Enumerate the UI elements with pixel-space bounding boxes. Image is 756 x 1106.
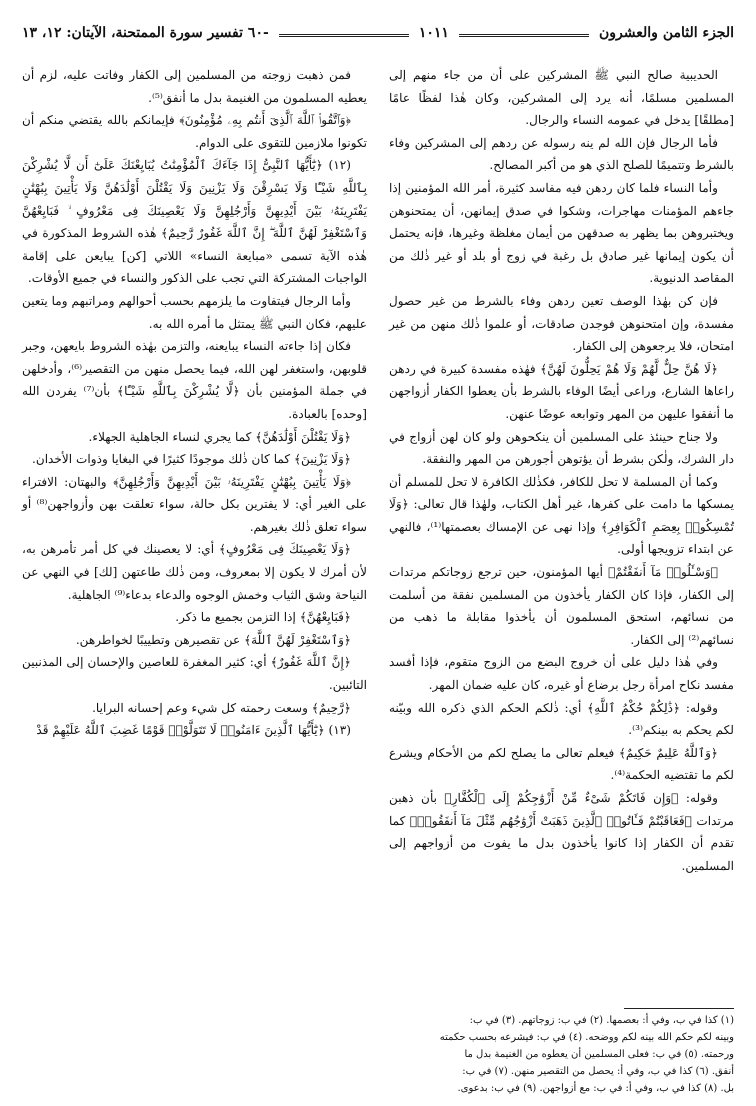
paragraph: ﴿وَٱسْتَغْفِرْ لَهُنَّ ٱللَّهَ﴾ عن تقصيرهن وتطييبًا لخواطرهن. (75, 632, 351, 647)
paragraph: (١٣) ﴿يَٰٓأَيُّهَا ٱلَّذِينَ ءَامَنُوا۟ لَا تَتَوَلَّوْا۟ قَوْمًا غَضِبَ ٱللَّهُ عَلَيْهِمْ قَدْ (36, 723, 351, 738)
paragraph: فإن كن بهٰذا الوصف تعين ردهن وفاء بالشرط من غير حصول مفسدة، وإن امتحنوهن فوجدن صادقات، أو علموا ذٰلك منهن من غير امتحان، فلا يرجعوهن إلى الكفار. (389, 293, 734, 354)
page (22, 18, 734, 1093)
running-header (22, 18, 734, 48)
paragraph: ﴿وَٱللَّهُ عَلِيمٌ حَكِيمٌ﴾ فيعلم تعالى ما يصلح لكم من الأحكام ويشرع لكم ما تقتضيه الحكمة⁽⁴⁾. (389, 745, 734, 783)
paragraph: ﴿وَسْـَٔلُوا۟ مَآ أَنفَقْتُمْ﴾ أيها المؤمنون، حين ترجع زوجاتكم مرتدات إلى الكفار، فإذا كان الكفار يأخذون من المسلمين نفقة من أسلمت من نسائهم، استحق المسلمون أن يأخذوا مقابلة ما ذهب من نسائهم⁽²⁾ إلى الكفار. (389, 565, 734, 647)
footnote-rule (624, 1008, 734, 1009)
paragraph: ﴿فَبَايِعْهُنَّ﴾ إذا التزمن بجميع ما ذكر. (175, 610, 351, 625)
page-number: ١٠١١ (418, 25, 449, 41)
text-columns (22, 64, 734, 877)
paragraph: ﴿وَلَا يَقْتُلْنَ أَوْلَٰدَهُنَّ﴾ كما يجري لنساء الجاهلية الجهلاء. (88, 429, 351, 444)
paragraph: وكما أن المسلمة لا تحل للكافر، فكذٰلك الكافرة لا تحل للمسلم أن يمسكها ما دامت على كفرها، غير أهل الكتاب، ولهٰذا قال تعالى: ﴿وَلَا تُمْسِكُوا۟ بِعِصَمِ ٱلْكَوَافِرِ﴾ وإذا نهى عن الإمساك بعصمتها⁽¹⁾، فالنهي عن ابتداء تزويجها أولى. (389, 474, 734, 557)
paragraph: فمن ذهبت زوجته من المسلمين إلى الكفار وفاتت عليه، لزم أن يعطيه المسلمون من الغنيمة بدل ما أنفق⁽⁵⁾. (22, 68, 367, 105)
paragraph: (١٢) ﴿يَٰٓأَيُّهَا ٱلنَّبِىُّ إِذَا جَآءَكَ ٱلْمُؤْمِنَٰتُ يُبَايِعْنَكَ عَلَىٰٓ أَن لَّا يُشْرِكْنَ بِٱللَّهِ شَيْـًٔا وَلَا يَسْرِقْنَ وَلَا يَزْنِينَ وَلَا يَقْتُلْنَ أَوْلَٰدَهُنَّ وَلَا يَأْتِينَ بِبُهْتَٰنٍ يَفْتَرِينَهُۥ بَيْنَ أَيْدِيهِنَّ وَأَرْجُلِهِنَّ وَلَا يَعْصِينَكَ فِى مَعْرُوفٍ ۙ فَبَايِعْهُنَّ وَٱسْتَغْفِرْ لَهُنَّ ٱللَّهَ ۖ إِنَّ ٱللَّهَ غَفُورٌ رَّحِيمٌ﴾ هٰذه الشروط المذكورة في هٰذه الآية تسمى «مبايعة النساء» اللاتي [كن] يبايعن على إقامة الواجبات المشتركة التي تجب على الذكور والنساء في جميع الأوقات. (22, 158, 367, 286)
paragraph: فأما الرجال فإن الله لم ينه رسوله عن ردهم إلى المشركين وفاء بالشرط وتتميمًا للصلح الذي هو من أكبر المصالح. (389, 135, 734, 173)
paragraph: ﴿إِنَّ ٱللَّهَ غَفُورٌ﴾ أي: كثير المغفرة للعاصين والإحسان إلى المذنبين التائبين. (22, 655, 367, 693)
paragraph: ﴿وَلَا يَزْنِينَ﴾ كما كان ذٰلك موجودًا كثيرًا في البغايا وذوات الأخدان. (31, 452, 351, 467)
footnote-line: ورحمته. (٥) في ب: فعلى المسلمين أن يعطوه من الغنيمة بدل ما (464, 1049, 734, 1060)
paragraph: وقوله: ﴿وَإِن فَاتَكُمْ شَىْءٌ مِّنْ أَزْوَٰجِكُمْ إِلَى ٱلْكُفَّارِ﴾ بأن ذهبن مرتدات ﴿فَعَاقَبْتُمْ فَـَٔاتُوا۟ ٱلَّذِينَ ذَهَبَتْ أَزْوَٰجُهُم مِّثْلَ مَآ أَنفَقُوا۟﴾ كما تقدم أن الكفار إذا كانوا يأخذون بدل ما يفوت من أزواجهم إلى المسلمين. (389, 791, 734, 873)
header-rule (459, 30, 589, 37)
footnote-line: وبينه لكم حكم الله بينه لكم ووضحه. (٤) في ب: فيشرعه بحسب حكمته (439, 1032, 734, 1043)
paragraph: ﴿لَا هُنَّ حِلٌّ لَّهُمْ وَلَا هُمْ يَحِلُّونَ لَهُنَّ﴾ فهٰذه مفسدة كبيرة في ردهن راعاها الشارع، وراعى أيضًا الوفاء بالشرط بأن يعطوا الكفار أزواجهن ما أنفقوا عليهن من المهر وتوابعه عوضًا عنهن. (389, 361, 734, 421)
footnote-line: أنفق. (٦) كذا في ب، وفي أ: يحصل من التقصير منهن. (٧) في ب: (462, 1066, 734, 1077)
paragraph: ولا جناح حينئذ على المسلمين أن ينكحوهن ولو كان لهن أزواج في دار الشرك، ولٰكن بشرط أن يؤتوهن أجورهن من المهر والنفقة. (389, 429, 734, 467)
footnote-line: (١) كذا في ب، وفي أ: بعصمها. (٢) في ب: زوجاتهم. (٣) في ب: (469, 1015, 734, 1026)
paragraph: وأما الرجال فيتفاوت ما يلزمهم بحسب أحوالهم ومراتبهم وما يتعين عليهم، فكان النبي ﷺ يمتثل ما أمره الله به. (22, 293, 367, 331)
paragraph: فكان إذا جاءته النساء يبايعنه، والتزمن بهٰذه الشروط بايعهن، وجبر قلوبهن، واستغفر لهن الله، فيما يحصل منهن من التقصير⁽⁶⁾، وأدخلهن في جملة المؤمنين بأن ﴿لَّا يُشْرِكْنَ بِٱللَّهِ شَيْـًٔا﴾ بأن⁽⁷⁾ يفردن الله [وحده] بالعبادة. (22, 339, 367, 421)
footnote-line: بل. (٨) كذا في ب، وفي أ: في ب: مع أزواجهن. (٩) في ب: بدعوى. (457, 1083, 734, 1094)
paragraph: ﴿رَّحِيمٌ﴾ وسعت رحمته كل شيء وعم إحسانه البرايا. (92, 700, 351, 715)
header-part-title: الجزء الثامن والعشرون (599, 25, 734, 41)
right-column (389, 64, 734, 877)
paragraph: وفي هٰذا دليل على أن خروج البضع من الزوج متقوم، فإذا أفسد مفسد نكاح امرأة رجل برضاع أو غيره، كان عليه ضمان المهر. (389, 655, 734, 693)
paragraph: ﴿وَٱتَّقُوا۟ ٱللَّهَ ٱلَّذِىٓ أَنتُم بِهِۦ مُؤْمِنُونَ﴾ فإيمانكم بالله يقتضي منكم أن تكونوا ملازمين للتقوى على الدوام. (22, 113, 367, 150)
paragraph: ﴿وَلَا يَعْصِينَكَ فِى مَعْرُوفٍ﴾ أي: لا يعصينك في كل أمر تأمرهن به، لأن أمرك لا يكون إلا بمعروف، ومن ذٰلك طاعتهن [لك] في النهي عن النياحة وشق الثياب وخمش الوجوه والدعاء بدعاء⁽⁹⁾ الجاهلية. (22, 542, 367, 602)
footnotes (389, 1008, 734, 1097)
header-rule (279, 30, 409, 37)
left-column (22, 64, 367, 877)
paragraph: وأما النساء فلما كان ردهن فيه مفاسد كثيرة، أمر الله المؤمنين إذا جاءهم المؤمنات مهاجرات، وشكوا في صدق إيمانهن، أن يمتحنوهن ويختبروهن بما يظهر به صدقهن من أيمان مغلظة وغيرها، فإنه يحتمل أن يكون إيمانها غير صادق بل رغبة في زوج أو بلد أو غير ذٰلك من المقاصد الدنيوية. (389, 180, 734, 286)
paragraph: الحديبية صالح النبي ﷺ المشركين على أن من جاء منهم إلى المسلمين مسلمًا، أنه يرد إلى المشركين، وكان هٰذا لفظًا عامًا [مطلقًا] يدخل في عمومه النساء والرجال. (389, 68, 734, 128)
paragraph: ﴿وَلَا يَأْتِينَ بِبُهْتَٰنٍ يَفْتَرِينَهُۥ بَيْنَ أَيْدِيهِنَّ وَأَرْجُلِهِنَّ﴾ والبهتان: الافتراء على الغير أي: لا يفترين بكل حالة، سواء تعلقت بهن وأزواجهن⁽⁸⁾ أو سواء تعلق ذٰلك بغيرهم. (22, 474, 367, 534)
paragraph: وقوله: ﴿ذَٰلِكُمْ حُكْمُ ٱللَّهِ﴾ أي: ذٰلكم الحكم الذي ذكره الله وبيّنه لكم يحكم به بينكم⁽³⁾. (389, 700, 734, 738)
header-surah-title: -٦٠ تفسير سورة الممتحنة، الآيتان: ١٢، ١٣ (22, 25, 269, 41)
